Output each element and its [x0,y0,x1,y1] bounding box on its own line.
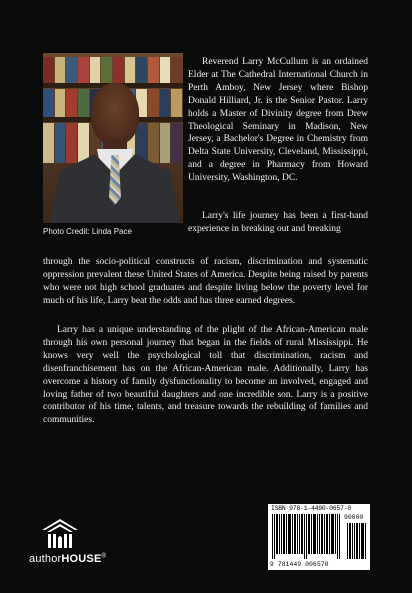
price-code: 90000 [344,514,364,521]
bookshelf-top [43,57,183,83]
bio-paragraph-1: Reverend Larry McCullum is an ordained Elder at The Cathedral International Church in Perth Amboy, New Jersey where Bishop Donald Hilliard, Jr. is the Senior Pastor. Larry holds a Master of Divinity degree from Drew Theological Seminary in Madison, New Jersey, a Bachelor's Degree in Chemistry from Delta State University, Cleveland, Mississippi, and a degree in Pharmacy from Howard University, Washington, DC. [188,57,368,184]
authorhouse-logo-icon [40,518,80,550]
barcode-bars-icon [272,514,342,559]
isbn-text: ISBN 978-1-4490-0657-0 [271,505,351,512]
registered-mark: ® [101,553,107,560]
publisher-name [29,553,106,565]
photo-credit: Photo Credit: Linda Pace [43,227,132,236]
publisher-name-light: author [29,553,62,565]
price-barcode-icon [347,523,367,559]
publisher-name-bold: HOUSE [61,553,102,565]
bio-paragraph-2-start: Larry's life journey has been a first-hand experience in breaking out and breaking [188,211,368,234]
author-photo [43,53,183,223]
bio-paragraph-3: Larry has a unique understanding of the plight of the African-American male through his own personal journey that began in the fields of rural Mississippi. He knows very well the psychological toll that discrimination, racism and disenfranchisement has on the African-American male. Additionally, Larry has overcome a history of family dysfunctionality to become an involved, engaged and loving father of two beautiful daughters and one incredible son. Larry is a positive contributor of his time, talents, and treasure towards the rebuilding of families and communities. [43,325,368,426]
ean-number: 9 781449 006570 [270,561,329,568]
isbn-barcode [268,504,370,570]
portrait-head [91,83,139,145]
bio-paragraph-2-cont: through the socio-political constructs of racism, discrimination and systematic oppression prevalent these United States of America. Despite being raised by parents who were not high school graduates and despite living below the poverty level for much of his life, Larry beat the odds and has three earned degrees. [43,257,368,306]
